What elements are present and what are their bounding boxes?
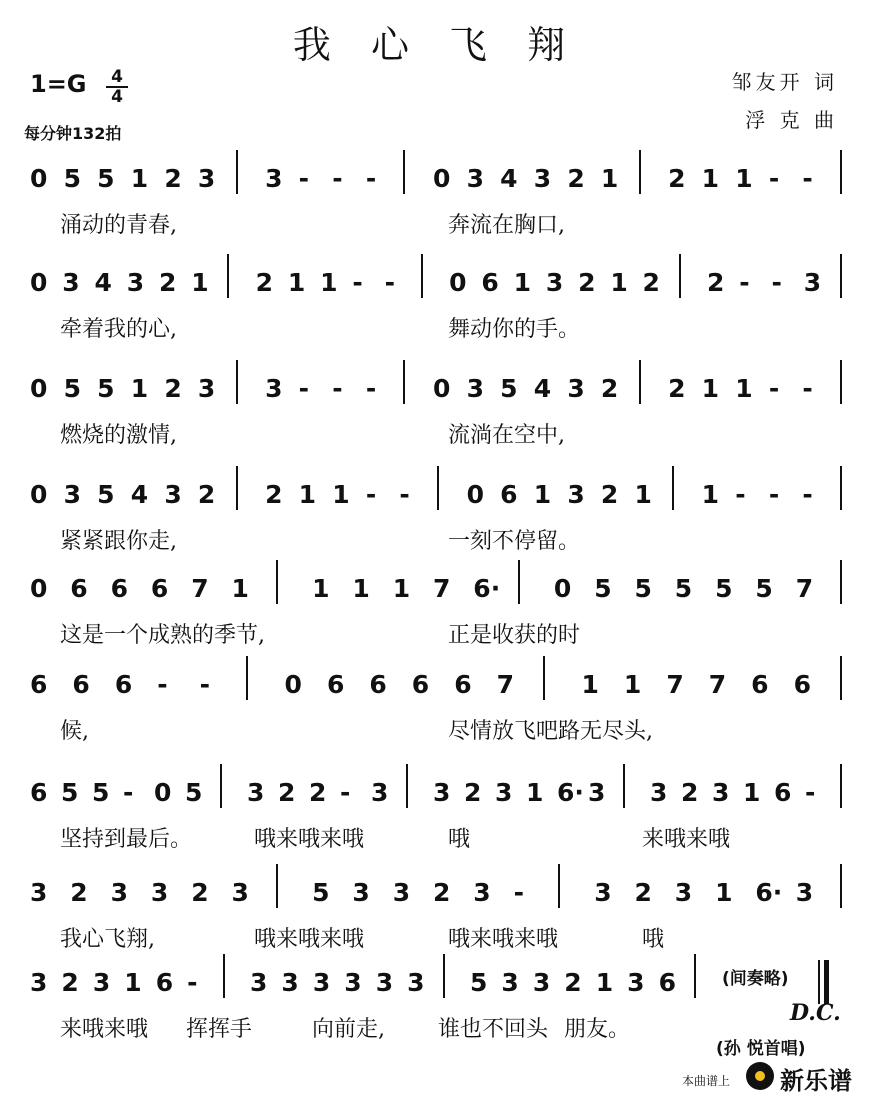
barline [840, 656, 842, 700]
note: 3 [545, 268, 564, 297]
note: 7 [666, 670, 684, 699]
note: 6· [557, 778, 584, 807]
note: 3 [795, 878, 814, 907]
barline [443, 954, 445, 998]
note: 2 [158, 268, 177, 297]
note: 1 [600, 164, 619, 193]
note: 5 [185, 778, 203, 807]
lyric-phrase: 哦来哦来哦 [254, 927, 365, 952]
note: 4 [94, 268, 112, 297]
note: 1 [298, 480, 317, 509]
note: 2 [464, 778, 482, 807]
note: 3 [110, 878, 128, 907]
note: 1 [287, 268, 306, 297]
barline [840, 360, 842, 404]
note: - [768, 164, 780, 193]
note: 1 [634, 480, 652, 509]
score-line [0, 262, 872, 354]
barline [639, 150, 641, 194]
barline [236, 466, 238, 510]
barline [437, 466, 439, 510]
note: 2 [433, 878, 451, 907]
lyric-phrase: 一刻不停留。 [448, 529, 581, 554]
note: 7 [191, 574, 209, 603]
note: - [735, 480, 746, 509]
note: 3 [712, 778, 730, 807]
note: 2 [70, 878, 88, 907]
note: 2 [164, 374, 182, 403]
note: 3 [250, 968, 268, 997]
note: 3 [30, 968, 48, 997]
note-row [0, 158, 872, 198]
barline [220, 764, 222, 808]
note: 1 [231, 574, 249, 603]
lyric-phrase: 涌动的青春, [60, 213, 177, 238]
lyric-phrase: 牵着我的心, [60, 317, 177, 342]
barline [236, 360, 238, 404]
note: - [399, 480, 410, 509]
note: 6 [751, 670, 769, 699]
note: 2 [164, 164, 182, 193]
note: 1 [392, 574, 411, 603]
barline [421, 254, 423, 298]
note: - [802, 374, 813, 403]
note: - [384, 268, 396, 297]
note: 6 [30, 670, 48, 699]
score-line [0, 368, 872, 460]
note: - [123, 778, 134, 807]
note: 6 [110, 574, 128, 603]
note: - [802, 164, 813, 193]
note: - [332, 164, 343, 193]
barline [227, 254, 229, 298]
barline [672, 466, 674, 510]
note: 3 [650, 778, 668, 807]
note: 2 [191, 878, 209, 907]
note: 0 [284, 670, 302, 699]
note-row [0, 474, 872, 514]
note: 2 [642, 268, 660, 297]
note: 5 [63, 164, 81, 193]
barline [840, 466, 842, 510]
note: 2 [309, 778, 327, 807]
footer-prefix: 本曲谱上 [682, 1074, 731, 1088]
note: 1 [701, 480, 720, 509]
note: 3 [466, 374, 484, 403]
note: - [352, 268, 363, 297]
note: 3 [433, 778, 451, 807]
note: - [340, 778, 351, 807]
lyric-phrase: 来哦来哦 [60, 1017, 149, 1042]
lyric-phrase: 哦来哦来哦 [254, 827, 365, 852]
note: - [298, 374, 310, 403]
barline [276, 864, 278, 908]
note: 1 [191, 268, 209, 297]
note: 5 [61, 778, 79, 807]
lyric-phrase: 紧紧跟你走, [60, 529, 177, 554]
note: 3 [627, 968, 645, 997]
lyric-phrase: 舞动你的手。 [448, 317, 581, 342]
note: 2 [600, 480, 619, 509]
note: 2 [707, 268, 725, 297]
note: 3 [674, 878, 693, 907]
lyric-phrase: 哦 [642, 927, 665, 952]
note: 3 [63, 480, 81, 509]
note: 1 [581, 670, 599, 699]
note: - [365, 164, 377, 193]
interlude-note: (间奏略) [722, 969, 789, 989]
note: 6· [473, 574, 501, 603]
note: 0 [449, 268, 467, 297]
note: 0 [433, 164, 451, 193]
note: 5 [63, 374, 81, 403]
note: 3 [265, 164, 283, 193]
barline [246, 656, 248, 700]
note: 1 [533, 480, 552, 509]
note-row [0, 262, 872, 302]
lyric-phrase: 来哦来哦 [642, 827, 731, 852]
note: - [298, 164, 310, 193]
note: 0 [466, 480, 484, 509]
note: 2 [255, 268, 274, 297]
note-row [0, 872, 872, 912]
barline [840, 864, 842, 908]
note: 1 [320, 268, 338, 297]
note-row [0, 368, 872, 408]
note: 5 [97, 480, 115, 509]
note: 2 [567, 164, 585, 193]
note: 1 [124, 968, 142, 997]
note: 3 [265, 374, 283, 403]
note: 2 [61, 968, 79, 997]
note: 6 [481, 268, 499, 297]
note: 3 [473, 878, 491, 907]
note: 6 [500, 480, 518, 509]
barline [840, 560, 842, 604]
site-name: 新乐谱 [780, 1067, 852, 1095]
note: 3 [312, 968, 331, 997]
note: 5 [634, 574, 652, 603]
note: 3 [567, 480, 585, 509]
note: 0 [433, 374, 451, 403]
note: 2 [578, 268, 596, 297]
lyricist: 邹友开 词 [731, 70, 838, 94]
da-capo-mark: D.C. [790, 1000, 841, 1026]
site-logo-icon [746, 1062, 774, 1090]
lyric-phrase: 向前走, [312, 1017, 385, 1042]
note: 5 [500, 374, 518, 403]
lyric-phrase: 挥挥手 [186, 1017, 253, 1042]
note: 7 [708, 670, 727, 699]
note: 3 [803, 268, 822, 297]
barline [840, 150, 842, 194]
note: 7 [795, 574, 814, 603]
note: 0 [30, 374, 48, 403]
note: 5 [715, 574, 733, 603]
note: - [768, 480, 780, 509]
note: 2 [668, 374, 686, 403]
time-signature-bottom: 4 [106, 86, 128, 106]
note: 5 [755, 574, 773, 603]
note: 6 [793, 670, 811, 699]
lyric-phrase: 正是收获的时 [448, 623, 581, 648]
note-row [0, 772, 872, 812]
barline [518, 560, 520, 604]
note: 2 [681, 778, 699, 807]
note: 6 [326, 670, 345, 699]
lyric-phrase: 坚持到最后。 [60, 827, 193, 852]
note: - [513, 878, 524, 907]
lyric-phrase: 这是一个成熟的季节, [60, 623, 265, 648]
note: 3 [92, 968, 111, 997]
note: 6 [30, 778, 48, 807]
barline [840, 254, 842, 298]
barline [406, 764, 408, 808]
key-signature: 1=G [30, 70, 87, 98]
note: 1 [352, 574, 370, 603]
note: 3 [532, 968, 551, 997]
note: 3 [588, 778, 606, 807]
barline [543, 656, 545, 700]
note: - [768, 374, 780, 403]
note-row [0, 568, 872, 608]
note: 4 [130, 480, 149, 509]
note: 1 [332, 480, 350, 509]
note: 0 [553, 574, 572, 603]
lyric-phrase: 哦来哦来哦 [448, 927, 559, 952]
note: 3 [197, 374, 216, 403]
score-line [0, 568, 872, 660]
note: 1 [595, 968, 614, 997]
score-line [0, 772, 872, 864]
note: 3 [466, 164, 484, 193]
barline [403, 360, 405, 404]
note: 0 [30, 164, 48, 193]
note: 1 [513, 268, 531, 297]
barline [694, 954, 696, 998]
note: 1 [701, 374, 720, 403]
note: 5 [470, 968, 488, 997]
note: 6 [155, 968, 174, 997]
time-signature [106, 68, 128, 106]
score-line [0, 158, 872, 250]
barline [840, 764, 842, 808]
note: 6 [411, 670, 430, 699]
note: 1 [701, 164, 720, 193]
barline [558, 864, 560, 908]
note: 3 [533, 164, 552, 193]
note: - [365, 374, 377, 403]
note: 1 [743, 778, 761, 807]
note: 7 [433, 574, 451, 603]
note: - [187, 968, 198, 997]
note: 6 [72, 670, 90, 699]
note: 3 [407, 968, 425, 997]
note: 4 [500, 164, 518, 193]
barline [403, 150, 405, 194]
note: 4 [533, 374, 552, 403]
lyric-phrase: 燃烧的激情, [60, 423, 177, 448]
score-line [0, 872, 872, 964]
time-signature-top: 4 [111, 67, 123, 87]
note: 2 [634, 878, 652, 907]
note: 6 [774, 778, 792, 807]
score-line [0, 474, 872, 566]
lyric-phrase: 候, [60, 719, 89, 744]
note: 6 [114, 670, 133, 699]
note: 2 [265, 480, 283, 509]
song-title: 我 心 飞 翔 [292, 23, 580, 67]
lyric-phrase: 朋友。 [564, 1017, 631, 1042]
note: 5 [97, 164, 115, 193]
lyric-phrase: 奔流在胸口, [448, 213, 565, 238]
note: 6 [369, 670, 387, 699]
note: 0 [30, 574, 48, 603]
note: 1 [715, 878, 733, 907]
barline [223, 954, 225, 998]
note: 3 [344, 968, 362, 997]
composer: 浮 克 曲 [745, 108, 838, 132]
note: 1 [735, 164, 753, 193]
note: 5 [594, 574, 612, 603]
note: 3 [164, 480, 182, 509]
note: 2 [564, 968, 582, 997]
note: 3 [281, 968, 299, 997]
note: 1 [130, 164, 149, 193]
note: 1 [526, 778, 544, 807]
lyric-phrase: 哦 [448, 827, 471, 852]
note: 2 [600, 374, 619, 403]
note: 0 [30, 480, 48, 509]
barline [623, 764, 625, 808]
note: 3 [231, 878, 249, 907]
note: 3 [126, 268, 145, 297]
note: - [332, 374, 343, 403]
note: 0 [154, 778, 172, 807]
note: 3 [594, 878, 612, 907]
note: - [157, 670, 168, 699]
note: 3 [197, 164, 216, 193]
note: 7 [496, 670, 515, 699]
note: - [739, 268, 750, 297]
lyric-phrase: 流淌在空中, [448, 423, 565, 448]
note: 6 [150, 574, 169, 603]
note-row [0, 664, 872, 704]
lyric-phrase: 我心飞翔, [60, 927, 155, 952]
note: 3 [352, 878, 370, 907]
note: 1 [735, 374, 753, 403]
note: 5 [674, 574, 693, 603]
lyric-phrase: 尽情放飞吧路无尽头, [448, 719, 653, 744]
note: - [805, 778, 816, 807]
note: 5 [312, 878, 330, 907]
note: 5 [97, 374, 115, 403]
note: 3 [392, 878, 411, 907]
score-line [0, 664, 872, 756]
tempo: 每分钟132拍 [24, 124, 122, 143]
note: 2 [668, 164, 686, 193]
note: 3 [371, 778, 389, 807]
barline [639, 360, 641, 404]
note: 2 [278, 778, 296, 807]
singer-credit: (孙 悦首唱) [716, 1039, 806, 1059]
barline [236, 150, 238, 194]
lyric-phrase: 谁也不回头 [438, 1017, 549, 1042]
note: 3 [375, 968, 394, 997]
note: 6· [755, 878, 783, 907]
note: - [771, 268, 782, 297]
note: 0 [30, 268, 48, 297]
barline [679, 254, 681, 298]
note: 3 [30, 878, 48, 907]
note: 3 [62, 268, 80, 297]
note: - [365, 480, 377, 509]
note: 5 [92, 778, 110, 807]
note: 3 [567, 374, 585, 403]
note: 1 [610, 268, 628, 297]
note: 3 [150, 878, 169, 907]
note: 1 [623, 670, 642, 699]
note: - [802, 480, 813, 509]
note: 1 [130, 374, 149, 403]
note: 2 [197, 480, 216, 509]
note: 3 [501, 968, 519, 997]
note: 3 [495, 778, 513, 807]
note: 6 [70, 574, 88, 603]
note: 6 [658, 968, 676, 997]
note: 3 [247, 778, 265, 807]
barline [276, 560, 278, 604]
note: - [199, 670, 211, 699]
note: 6 [454, 670, 472, 699]
note: 1 [312, 574, 330, 603]
